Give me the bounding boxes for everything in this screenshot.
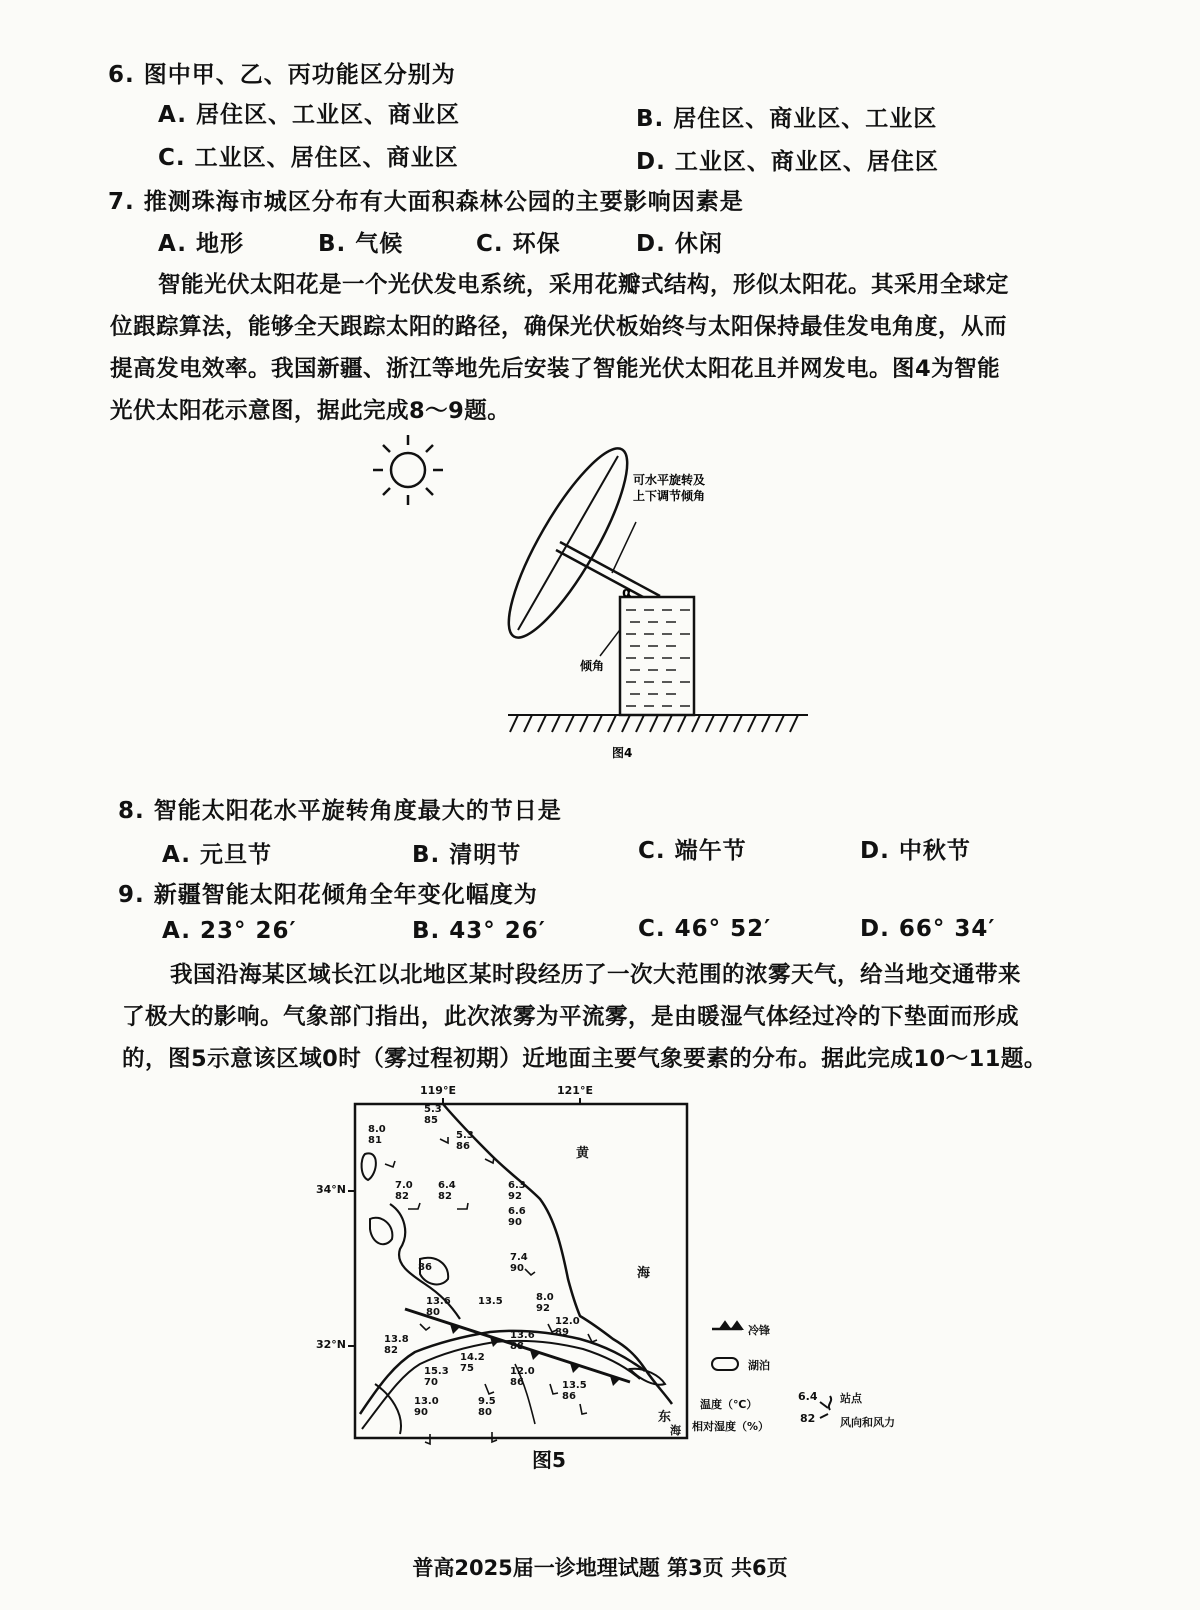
passage-fog (122, 954, 1082, 1080)
station: 5.3 85 (424, 1104, 442, 1126)
station: 13.6 88 (510, 1330, 535, 1352)
passage2-line2: 了极大的影响。气象部门指出，此次浓雾为平流雾，是由暖湿气体经过冷的下垫面而形成 (122, 1004, 1020, 1030)
chongming-island (630, 1369, 665, 1385)
figure-5-caption: 图5 (532, 1448, 566, 1472)
station: 7.0 82 (395, 1180, 413, 1202)
q8-option-d: D. 中秋节 (860, 838, 971, 864)
legend-station-label: 站点 (840, 1392, 862, 1405)
q9-option-b: B. 43° 26′ (412, 918, 546, 944)
station: 6.6 90 (508, 1206, 526, 1228)
q7-stem: 7. 推测珠海市城区分布有大面积森林公园的主要影响因素是 (108, 189, 744, 215)
legend-rh-label: 相对湿度（%） (692, 1420, 770, 1433)
q6-option-a: A. 居住区、工业区、商业区 (158, 102, 460, 128)
q9-option-a: A. 23° 26′ (162, 918, 297, 944)
support-arm (556, 542, 660, 604)
lake-west (370, 1218, 392, 1245)
station: 15.3 70 (424, 1366, 449, 1388)
q6-option-b: B. 居住区、商业区、工业区 (636, 106, 938, 132)
legend-temp-value: 6.4 (798, 1390, 818, 1403)
station: 8.0 81 (368, 1124, 386, 1146)
passage1-line2: 位跟踪算法，能够全天跟踪太阳的路径，确保光伏板始终与太阳保持最佳发电角度，从而 (110, 314, 1008, 340)
passage2-line3: 的，图5示意该区域0时（雾过程初期）近地面主要气象要素的分布。据此完成10～11题。 (122, 1046, 1047, 1072)
q8-option-b: B. 清明节 (412, 842, 522, 868)
label-rotate-2: 上下调节倾角 (633, 489, 706, 503)
q9-stem: 9. 新疆智能太阳花倾角全年变化幅度为 (118, 882, 538, 908)
ground (508, 715, 808, 732)
passage1-line3: 提高发电效率。我国新疆、浙江等地先后安装了智能光伏太阳花且并网发电。图4为智能 (110, 356, 1001, 382)
q6-stem: 6. 图中甲、乙、丙功能区分别为 (108, 62, 456, 88)
station: 13.5 (478, 1296, 503, 1307)
page-footer: 普高2025届一诊地理试题 第3页 共6页 (412, 1556, 788, 1580)
station: 13.8 82 (384, 1334, 409, 1356)
q7-option-b: B. 气候 (318, 231, 404, 257)
station: 86 (418, 1262, 432, 1273)
sea-label-huang: 黄 (576, 1146, 590, 1161)
q7-option-c: C. 环保 (476, 231, 561, 257)
q7-option-a: A. 地形 (158, 231, 244, 257)
q9-option-c: C. 46° 52′ (638, 916, 772, 942)
lon-121-label: 121°E (557, 1084, 593, 1097)
passage1-line1: 智能光伏太阳花是一个光伏发电系统，采用花瓣式结构，形似太阳花。其采用全球定 (158, 272, 1010, 298)
label-tilt: 倾角 (580, 659, 605, 673)
station: 7.4 90 (510, 1252, 528, 1274)
passage-solar-flower (110, 264, 1070, 432)
sea-label-hai-2: 海 (670, 1424, 681, 1437)
q6-option-d: D. 工业区、商业区、居住区 (636, 149, 939, 175)
q8-option-c: C. 端午节 (638, 838, 747, 864)
station: 12.0 89 (555, 1316, 580, 1338)
q6-option-c: C. 工业区、居住区、商业区 (158, 145, 459, 171)
figure-4-caption: 图4 (612, 746, 633, 760)
legend-rh-value: 82 (800, 1412, 816, 1425)
q7-option-d: D. 休闲 (636, 231, 723, 257)
passage2-line1: 我国沿海某区域长江以北地区某时段经历了一次大范围的浓雾天气，给当地交通带来 (170, 962, 1022, 988)
lat-32-label: 32°N (316, 1338, 347, 1351)
station: 8.0 92 (536, 1292, 554, 1314)
station: 12.0 86 (510, 1366, 535, 1388)
q9-option-d: D. 66° 34′ (860, 916, 996, 942)
sea-label-hai: 海 (637, 1266, 651, 1281)
station: 5.3 86 (456, 1130, 474, 1152)
legend-lake-label: 湖泊 (748, 1359, 770, 1372)
lat-34-label: 34°N (316, 1183, 347, 1196)
river-south (375, 1384, 401, 1434)
sea-label-dong: 东 (658, 1410, 672, 1425)
station: 6.4 82 (438, 1180, 456, 1202)
station: 13.5 86 (562, 1380, 587, 1402)
label-rotate-1: 可水平旋转及 (633, 473, 706, 487)
figure-5-map (300, 1084, 960, 1494)
q8-option-a: A. 元旦节 (162, 842, 272, 868)
station: 9.5 80 (478, 1396, 496, 1418)
sun-icon (373, 435, 443, 505)
rotate-pointer-line (612, 522, 636, 573)
figure-4-solar-flower (360, 430, 830, 780)
station: 13.0 90 (414, 1396, 439, 1418)
lon-119-label: 119°E (420, 1084, 456, 1097)
pedestal (620, 597, 694, 715)
station: 14.2 75 (460, 1352, 485, 1374)
passage1-line4: 光伏太阳花示意图，据此完成8～9题。 (110, 398, 511, 424)
legend-wind-label: 风向和风力 (840, 1416, 895, 1429)
station: 6.3 92 (508, 1180, 526, 1202)
q8-stem: 8. 智能太阳花水平旋转角度最大的节日是 (118, 798, 562, 824)
label-alpha: α (622, 585, 632, 601)
lake-north (362, 1153, 376, 1180)
legend-temp-label: 温度（℃） (700, 1398, 758, 1411)
map-canvas (300, 1084, 960, 1494)
legend-cold-front-label: 冷锋 (748, 1324, 770, 1337)
station: 13.6 80 (426, 1296, 451, 1318)
